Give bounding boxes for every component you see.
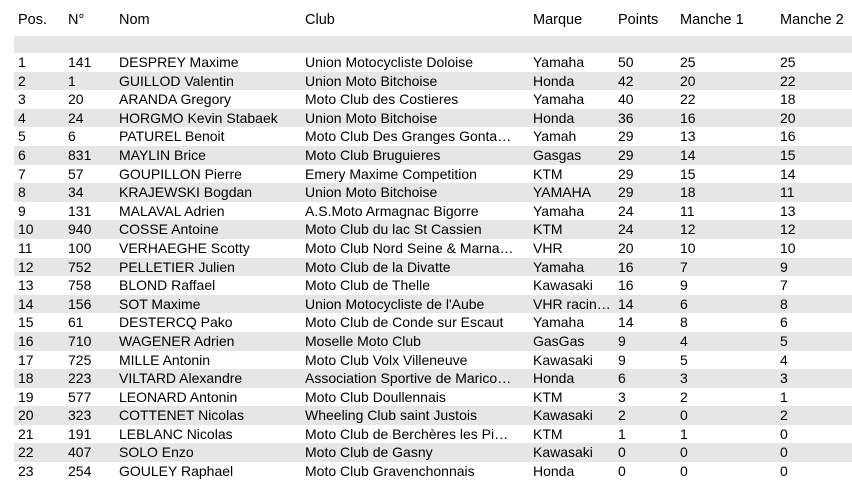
cell-manche1: 0	[680, 444, 688, 461]
cell-pos: 23	[18, 463, 34, 480]
cell-points: 29	[618, 165, 634, 182]
cell-num: 24	[68, 109, 84, 126]
cell-nom: VERHAEGHE Scotty	[119, 239, 250, 256]
cell-club: Moto Club de Thelle	[305, 277, 431, 294]
cell-points: 24	[618, 202, 634, 219]
header-nom[interactable]: Nom	[119, 12, 150, 28]
cell-pos: 4	[18, 109, 26, 126]
cell-manche2: 0	[780, 463, 788, 480]
header-pos[interactable]: Pos.	[18, 12, 48, 28]
cell-manche2: 18	[780, 91, 796, 108]
table-row[interactable]	[14, 443, 852, 462]
cell-manche1: 18	[680, 184, 696, 201]
cell-nom: GUILLOD Valentin	[119, 72, 234, 89]
table-row[interactable]	[14, 332, 852, 351]
cell-marque: Honda	[533, 370, 575, 387]
cell-nom: PATUREL Benoit	[119, 128, 225, 145]
cell-marque: GasGas	[533, 332, 585, 349]
cell-num: 752	[68, 258, 92, 275]
header-marque[interactable]: Marque	[533, 12, 583, 28]
cell-club: Moto Club des Costieres	[305, 91, 459, 108]
cell-pos: 16	[18, 332, 34, 349]
cell-manche1: 15	[680, 165, 696, 182]
cell-manche2: 22	[780, 72, 796, 89]
cell-nom: DESPREY Maxime	[119, 54, 239, 70]
table-row[interactable]	[14, 351, 852, 370]
cell-nom: COTTENET Nicolas	[119, 407, 244, 424]
header-points[interactable]: Points	[618, 12, 659, 28]
cell-club: Moto Club de Gasny	[305, 444, 433, 461]
cell-club: Moto Club Bruguieres	[305, 146, 441, 163]
cell-manche2: 0	[780, 444, 788, 461]
table-row[interactable]	[14, 220, 852, 239]
cell-marque: KTM	[533, 165, 563, 182]
cell-num: 254	[68, 463, 92, 480]
cell-points: 0	[618, 444, 626, 461]
cell-num: 710	[68, 332, 92, 349]
cell-manche2: 25	[780, 54, 796, 70]
cell-points: 0	[618, 463, 626, 480]
header-club[interactable]: Club	[305, 12, 335, 28]
cell-marque: KTM	[533, 388, 563, 405]
cell-points: 14	[618, 314, 634, 331]
table-row[interactable]	[14, 239, 852, 258]
cell-points: 29	[618, 184, 634, 201]
cell-marque: Yamaha	[533, 91, 585, 108]
cell-manche1: 8	[680, 314, 688, 331]
cell-marque: Yamah	[533, 128, 577, 145]
cell-pos: 13	[18, 277, 34, 294]
cell-marque: Kawasaki	[533, 444, 593, 461]
cell-nom: VILTARD Alexandre	[119, 370, 243, 387]
cell-pos: 10	[18, 221, 34, 238]
cell-manche2: 10	[780, 239, 796, 256]
table-row[interactable]	[14, 72, 852, 91]
table-row[interactable]	[14, 313, 852, 332]
table-row[interactable]	[14, 127, 852, 146]
cell-manche1: 6	[680, 295, 688, 312]
cell-manche2: 7	[780, 277, 788, 294]
cell-manche1: 3	[680, 370, 688, 387]
table-row[interactable]	[14, 295, 852, 314]
cell-manche1: 5	[680, 351, 688, 368]
cell-manche2: 14	[780, 165, 796, 182]
cell-num: 323	[68, 407, 92, 424]
cell-pos: 22	[18, 444, 34, 461]
cell-num: 223	[68, 370, 92, 387]
cell-pos: 14	[18, 295, 34, 312]
cell-manche1: 4	[680, 332, 688, 349]
cell-num: 407	[68, 444, 92, 461]
cell-pos: 5	[18, 128, 26, 145]
cell-club: Moto Club de Berchères les Pi…	[305, 425, 509, 442]
cell-manche2: 5	[780, 332, 788, 349]
cell-manche1: 13	[680, 128, 696, 145]
cell-nom: DESTERCQ Pako	[119, 314, 233, 331]
cell-club: Union Moto Bitchoise	[305, 109, 438, 126]
cell-pos: 15	[18, 314, 34, 331]
cell-nom: GOUPILLON Pierre	[119, 165, 242, 182]
cell-club: Union Motocycliste de l'Aube	[305, 295, 485, 312]
table-row[interactable]	[14, 90, 852, 109]
cell-marque: YAMAHA	[533, 184, 592, 201]
cell-club: Moto Club Volx Villeneuve	[305, 351, 468, 368]
cell-points: 40	[618, 91, 634, 108]
cell-points: 29	[618, 128, 634, 145]
cell-nom: BLOND Raffael	[119, 277, 216, 294]
cell-manche1: 10	[680, 239, 696, 256]
cell-points: 16	[618, 277, 634, 294]
cell-points: 9	[618, 332, 626, 349]
cell-manche1: 7	[680, 258, 688, 275]
cell-manche2: 0	[780, 425, 788, 442]
cell-marque: Yamaha	[533, 258, 585, 275]
cell-manche2: 16	[780, 128, 796, 145]
header-manche1[interactable]: Manche 1	[680, 12, 744, 28]
cell-manche1: 20	[680, 72, 696, 89]
cell-pos: 8	[18, 184, 26, 201]
cell-club: Moto Club Nord Seine & Marna…	[305, 239, 514, 256]
cell-manche2: 20	[780, 109, 796, 126]
cell-manche2: 15	[780, 146, 796, 163]
cell-pos: 17	[18, 351, 34, 368]
cell-points: 42	[618, 72, 634, 89]
cell-club: Moto Club Des Granges Gonta…	[305, 128, 512, 145]
cell-pos: 7	[18, 165, 26, 182]
cell-points: 2	[618, 407, 626, 424]
cell-num: 758	[68, 277, 92, 294]
cell-num: 34	[68, 184, 84, 201]
cell-club: Moselle Moto Club	[305, 332, 421, 349]
table-row[interactable]	[14, 369, 852, 388]
cell-points: 29	[618, 146, 634, 163]
cell-marque: Yamaha	[533, 202, 585, 219]
table-row[interactable]	[14, 406, 852, 425]
cell-num: 57	[68, 165, 84, 182]
table-row[interactable]	[14, 425, 852, 444]
cell-manche2: 2	[780, 407, 788, 424]
cell-num: 156	[68, 295, 92, 312]
cell-num: 725	[68, 351, 92, 368]
cell-num: 1	[68, 72, 76, 89]
cell-nom: KRAJEWSKI Bogdan	[119, 184, 253, 201]
cell-manche1: 25	[680, 54, 696, 70]
cell-pos: 18	[18, 370, 34, 387]
table-row[interactable]	[14, 53, 852, 72]
cell-num: 131	[68, 202, 92, 219]
header-num[interactable]: N°	[68, 12, 85, 28]
cell-manche1: 0	[680, 463, 688, 480]
table-row[interactable]	[14, 109, 852, 128]
cell-num: 20	[68, 91, 84, 108]
cell-club: Emery Maxime Competition	[305, 165, 477, 182]
cell-num: 577	[68, 388, 92, 405]
cell-manche2: 4	[780, 351, 788, 368]
cell-club: Association Sportive de Marico…	[305, 370, 512, 387]
cell-manche2: 12	[780, 221, 796, 238]
cell-club: Moto Club Doullennais	[305, 388, 446, 405]
table-row[interactable]	[14, 388, 852, 407]
cell-points: 50	[618, 54, 634, 70]
cell-marque: KTM	[533, 221, 563, 238]
cell-points: 36	[618, 109, 634, 126]
cell-points: 6	[618, 370, 626, 387]
cell-marque: Kawasaki	[533, 277, 593, 294]
cell-marque: Honda	[533, 109, 575, 126]
cell-num: 940	[68, 221, 92, 238]
table-row[interactable]	[14, 165, 852, 184]
cell-points: 3	[618, 388, 626, 405]
cell-points: 1	[618, 425, 626, 442]
cell-club: Union Motocycliste Doloise	[305, 54, 474, 70]
cell-marque: Honda	[533, 72, 575, 89]
cell-points: 9	[618, 351, 626, 368]
table-row[interactable]	[14, 276, 852, 295]
cell-nom: LEONARD Antonin	[119, 388, 238, 405]
table-spacer-row	[14, 36, 852, 53]
cell-marque: Kawasaki	[533, 351, 593, 368]
cell-nom: GOULEY Raphael	[119, 463, 234, 480]
cell-marque: Yamaha	[533, 54, 585, 70]
cell-manche2: 6	[780, 314, 788, 331]
cell-pos: 12	[18, 258, 34, 275]
cell-marque: Kawasaki	[533, 407, 593, 424]
cell-pos: 6	[18, 146, 26, 163]
cell-pos: 1	[18, 54, 26, 70]
cell-num: 191	[68, 425, 92, 442]
cell-manche1: 9	[680, 277, 688, 294]
cell-club: Moto Club de la Divatte	[305, 258, 451, 275]
cell-num: 61	[68, 314, 84, 331]
cell-pos: 2	[18, 72, 26, 89]
cell-num: 141	[68, 54, 92, 70]
cell-manche1: 12	[680, 221, 696, 238]
cell-manche2: 8	[780, 295, 788, 312]
table-row[interactable]	[14, 462, 852, 481]
cell-nom: ARANDA Gregory	[119, 91, 232, 108]
cell-pos: 21	[18, 425, 34, 442]
cell-nom: LEBLANC Nicolas	[119, 425, 233, 442]
cell-manche2: 13	[780, 202, 796, 219]
cell-manche2: 1	[780, 388, 788, 405]
cell-club: Moto Club du lac St Cassien	[305, 221, 482, 238]
cell-pos: 11	[18, 239, 33, 256]
cell-club: A.S.Moto Armagnac Bigorre	[305, 202, 479, 219]
cell-marque: Gasgas	[533, 146, 582, 163]
cell-points: 24	[618, 221, 634, 238]
cell-club: Moto Club de Conde sur Escaut	[305, 314, 504, 331]
results-table-body	[14, 33, 852, 481]
cell-club: Wheeling Club saint Justois	[305, 407, 477, 424]
table-row[interactable]	[14, 146, 852, 165]
cell-nom: SOLO Enzo	[119, 444, 194, 461]
cell-marque: Yamaha	[533, 314, 585, 331]
cell-num: 831	[68, 146, 92, 163]
cell-nom: WAGENER Adrien	[119, 332, 235, 349]
table-header	[0, 10, 852, 32]
cell-manche1: 2	[680, 388, 688, 405]
cell-pos: 9	[18, 202, 26, 219]
cell-nom: MAYLIN Brice	[119, 146, 206, 163]
cell-manche1: 22	[680, 91, 696, 108]
cell-club: Union Moto Bitchoise	[305, 72, 438, 89]
cell-manche1: 14	[680, 146, 696, 163]
cell-marque: KTM	[533, 425, 563, 442]
cell-club: Moto Club Gravenchonnais	[305, 463, 475, 480]
cell-points: 16	[618, 258, 634, 275]
cell-manche1: 11	[680, 202, 695, 219]
cell-num: 100	[68, 239, 92, 256]
table-row[interactable]	[14, 183, 852, 202]
header-manche2[interactable]: Manche 2	[780, 12, 844, 28]
table-row[interactable]	[14, 202, 852, 221]
cell-manche2: 11	[780, 184, 795, 201]
cell-num: 6	[68, 128, 76, 145]
cell-nom: HORGMO Kevin Stabaek	[119, 109, 278, 126]
cell-manche2: 3	[780, 370, 788, 387]
cell-pos: 3	[18, 91, 26, 108]
cell-pos: 19	[18, 388, 34, 405]
cell-manche1: 16	[680, 109, 696, 126]
cell-club: Union Moto Bitchoise	[305, 184, 438, 201]
table-row[interactable]	[14, 258, 852, 277]
cell-nom: MILLE Antonin	[119, 351, 211, 368]
cell-marque: VHR	[533, 239, 563, 256]
cell-pos: 20	[18, 407, 34, 424]
cell-marque: VHR racin…	[533, 295, 611, 312]
cell-nom: PELLETIER Julien	[119, 258, 235, 275]
cell-nom: COSSE Antoine	[119, 221, 219, 238]
cell-nom: MALAVAL Adrien	[119, 202, 225, 219]
cell-points: 14	[618, 295, 634, 312]
cell-marque: Honda	[533, 463, 575, 480]
cell-manche1: 0	[680, 407, 688, 424]
cell-points: 20	[618, 239, 634, 256]
cell-manche2: 9	[780, 258, 788, 275]
cell-manche1: 1	[680, 425, 688, 442]
cell-nom: SOT Maxime	[119, 295, 201, 312]
